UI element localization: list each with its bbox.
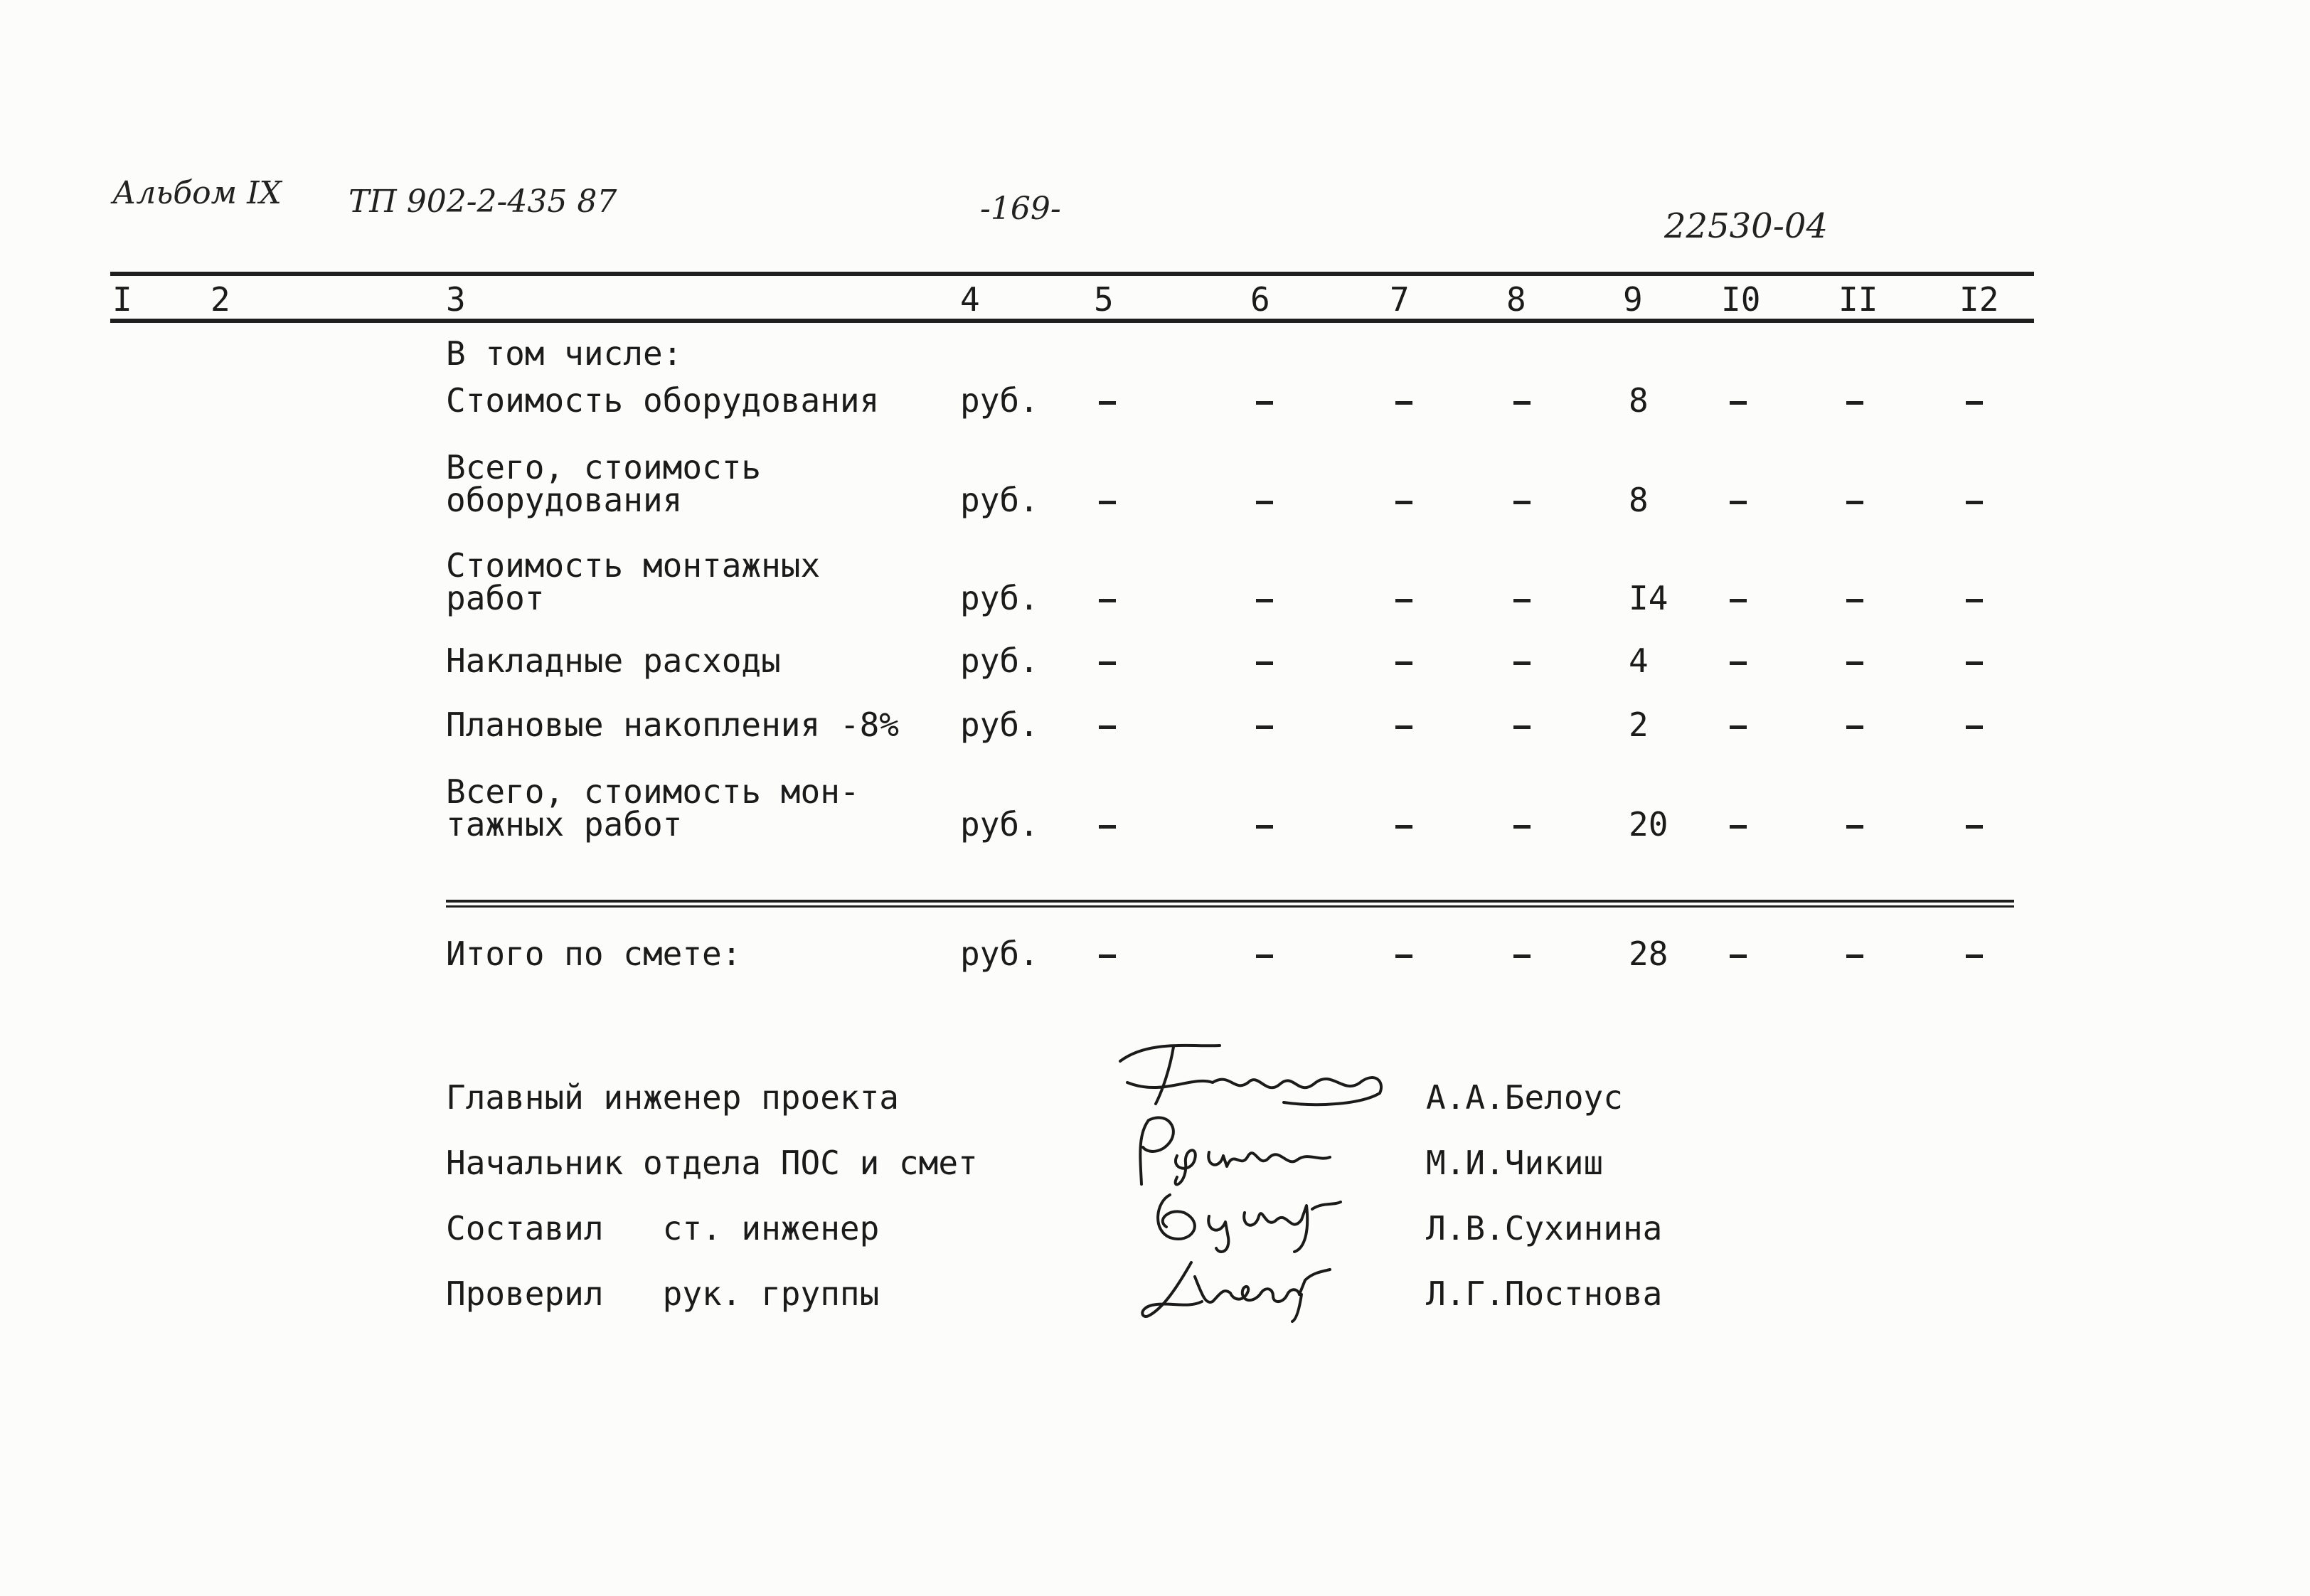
- empty-value-dash: [1730, 661, 1747, 665]
- table-header-bottom-rule: [110, 319, 2034, 323]
- unit: руб.: [960, 935, 1039, 973]
- empty-value-dash: [1966, 501, 1983, 504]
- empty-value-dash: [1395, 725, 1412, 729]
- empty-value-dash: [1395, 599, 1412, 602]
- signatory-name: Л.Г.Постнова: [1426, 1275, 1663, 1313]
- empty-value-dash: [1846, 401, 1863, 405]
- total-separator-rule: [446, 905, 2014, 908]
- row-label: Стоимость оборудования: [446, 381, 880, 420]
- table-top-rule: [110, 272, 2034, 276]
- empty-value-dash: [1395, 825, 1412, 829]
- empty-value-dash: [1966, 954, 1983, 958]
- empty-value-dash: [1966, 661, 1983, 665]
- empty-value-dash: [1846, 825, 1863, 829]
- row-label: В том числе:: [446, 334, 683, 373]
- empty-value-dash: [1256, 725, 1273, 729]
- empty-value-dash: [1846, 599, 1863, 602]
- row-label: Накладные расходы: [446, 642, 781, 680]
- column-header: 5: [1094, 280, 1114, 319]
- empty-value-dash: [1395, 401, 1412, 405]
- empty-value-dash: [1730, 501, 1747, 504]
- column-header: 7: [1390, 280, 1410, 319]
- unit: руб.: [960, 481, 1039, 519]
- value-cell: 8: [1629, 481, 1649, 519]
- empty-value-dash: [1846, 501, 1863, 504]
- signature-sukhinina: [1141, 1181, 1348, 1259]
- empty-value-dash: [1730, 954, 1747, 958]
- empty-value-dash: [1099, 954, 1116, 958]
- value-cell: 2: [1629, 706, 1649, 744]
- empty-value-dash: [1966, 725, 1983, 729]
- empty-value-dash: [1395, 501, 1412, 504]
- total-separator-rule: [446, 900, 2014, 903]
- row-label: Итого по смете:: [446, 935, 742, 973]
- empty-value-dash: [1730, 825, 1747, 829]
- column-header: II: [1838, 280, 1878, 319]
- empty-value-dash: [1513, 954, 1531, 958]
- document-code: 22530-04: [1664, 206, 1828, 246]
- project-code: ТП 902-2-435 87: [348, 183, 617, 220]
- unit: руб.: [960, 805, 1039, 844]
- empty-value-dash: [1395, 954, 1412, 958]
- column-header: 4: [960, 280, 980, 319]
- empty-value-dash: [1513, 661, 1531, 665]
- empty-value-dash: [1846, 725, 1863, 729]
- empty-value-dash: [1099, 599, 1116, 602]
- column-header: I0: [1721, 280, 1761, 319]
- signatory-name: М.И.Чикиш: [1426, 1144, 1604, 1182]
- empty-value-dash: [1513, 401, 1531, 405]
- value-cell: 28: [1629, 935, 1668, 973]
- empty-value-dash: [1846, 661, 1863, 665]
- empty-value-dash: [1513, 599, 1531, 602]
- unit: руб.: [960, 706, 1039, 744]
- value-cell: 4: [1629, 642, 1649, 680]
- empty-value-dash: [1256, 825, 1273, 829]
- row-label: Всего, стоимость оборудования: [446, 448, 762, 519]
- value-cell: I4: [1629, 579, 1668, 617]
- value-cell: 20: [1629, 805, 1668, 844]
- signatory-position: Составил ст. инженер: [446, 1209, 880, 1247]
- empty-value-dash: [1966, 401, 1983, 405]
- empty-value-dash: [1256, 599, 1273, 602]
- album-label: Альбом IX: [112, 175, 282, 211]
- empty-value-dash: [1513, 501, 1531, 504]
- empty-value-dash: [1513, 725, 1531, 729]
- empty-value-dash: [1256, 661, 1273, 665]
- empty-value-dash: [1256, 401, 1273, 405]
- row-label: Стоимость монтажных работ: [446, 546, 821, 617]
- row-label: Всего, стоимость мон- тажных работ: [446, 772, 860, 844]
- column-header: 2: [211, 280, 230, 319]
- column-header: I2: [1959, 280, 1999, 319]
- empty-value-dash: [1256, 501, 1273, 504]
- page-number: -169-: [980, 191, 1061, 227]
- column-header: 6: [1250, 280, 1270, 319]
- empty-value-dash: [1099, 661, 1116, 665]
- unit: руб.: [960, 579, 1039, 617]
- empty-value-dash: [1099, 501, 1116, 504]
- empty-value-dash: [1966, 825, 1983, 829]
- empty-value-dash: [1846, 954, 1863, 958]
- empty-value-dash: [1099, 825, 1116, 829]
- empty-value-dash: [1395, 661, 1412, 665]
- unit: руб.: [960, 381, 1039, 420]
- empty-value-dash: [1730, 599, 1747, 602]
- signatory-name: Л.В.Сухинина: [1426, 1209, 1663, 1247]
- signatory-position: Главный инженер проекта: [446, 1078, 899, 1117]
- column-header: 8: [1506, 280, 1526, 319]
- empty-value-dash: [1966, 599, 1983, 602]
- empty-value-dash: [1099, 725, 1116, 729]
- empty-value-dash: [1256, 954, 1273, 958]
- value-cell: 8: [1629, 381, 1649, 420]
- column-header: I: [112, 280, 132, 319]
- signatory-position: Начальник отдела ПОС и смет: [446, 1144, 978, 1182]
- column-header: 9: [1623, 280, 1643, 319]
- signature-postnova: [1134, 1252, 1348, 1323]
- empty-value-dash: [1513, 825, 1531, 829]
- signatory-name: А.А.Белоус: [1426, 1078, 1623, 1117]
- column-header: 3: [446, 280, 466, 319]
- empty-value-dash: [1099, 401, 1116, 405]
- signatory-position: Проверил рук. группы: [446, 1275, 880, 1313]
- unit: руб.: [960, 642, 1039, 680]
- empty-value-dash: [1730, 725, 1747, 729]
- empty-value-dash: [1730, 401, 1747, 405]
- row-label: Плановые накопления -8%: [446, 706, 899, 744]
